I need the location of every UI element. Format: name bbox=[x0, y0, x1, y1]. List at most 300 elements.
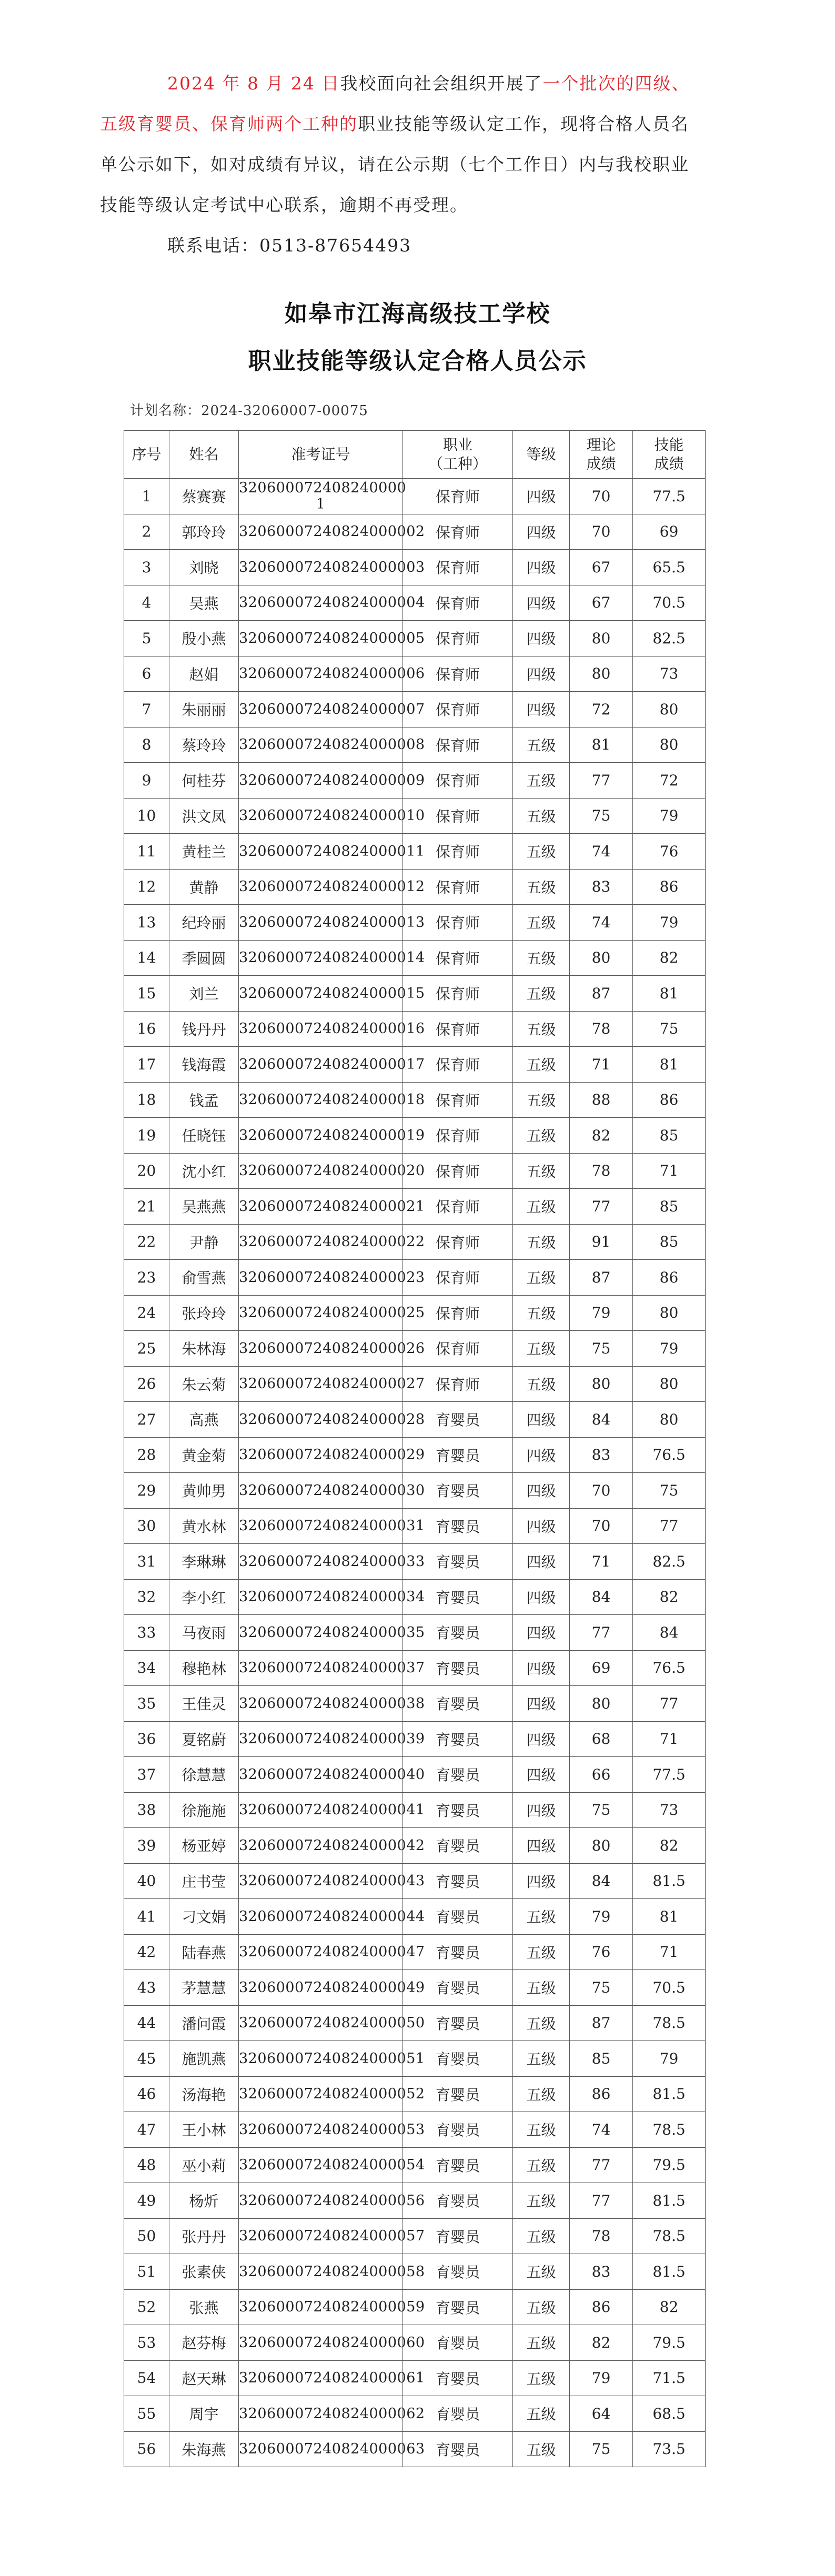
table-row bbox=[124, 2325, 706, 2361]
intro-highlight: 一个批次的四级、五级育婴员、保育师两个工种的 bbox=[100, 73, 690, 134]
cell-occupation: 育婴员 bbox=[403, 1544, 513, 1580]
table-row bbox=[124, 1047, 706, 1083]
table-row bbox=[124, 550, 706, 585]
cell-exam-number: 32060007240824000049 bbox=[239, 1970, 403, 2006]
cell-index: 13 bbox=[124, 905, 169, 941]
cell-skill-score: 85 bbox=[633, 1224, 706, 1260]
cell-theory-score: 84 bbox=[570, 1863, 633, 1899]
cell-index: 50 bbox=[124, 2218, 169, 2254]
cell-index: 22 bbox=[124, 1224, 169, 1260]
table-row bbox=[124, 1579, 706, 1615]
cell-skill-score: 71 bbox=[633, 1934, 706, 1970]
cell-index: 55 bbox=[124, 2396, 169, 2432]
cell-theory-score: 85 bbox=[570, 2041, 633, 2077]
cell-name: 张玲玲 bbox=[169, 1295, 239, 1331]
cell-index: 54 bbox=[124, 2360, 169, 2396]
cell-skill-score: 84 bbox=[633, 1615, 706, 1651]
cell-exam-number: 32060007240824000033 bbox=[239, 1544, 403, 1580]
cell-theory-score: 91 bbox=[570, 1224, 633, 1260]
cell-theory-score: 72 bbox=[570, 692, 633, 728]
cell-name: 何桂芬 bbox=[169, 763, 239, 799]
cell-theory-score: 74 bbox=[570, 2112, 633, 2148]
cell-skill-score: 81 bbox=[633, 976, 706, 1012]
cell-occupation: 育婴员 bbox=[403, 1402, 513, 1438]
table-row bbox=[124, 1899, 706, 1935]
cell-skill-score: 81.5 bbox=[633, 2076, 706, 2112]
cell-theory-score: 80 bbox=[570, 1366, 633, 1402]
cell-skill-score: 79 bbox=[633, 2041, 706, 2077]
table-row bbox=[124, 2218, 706, 2254]
table-row bbox=[124, 2360, 706, 2396]
cell-name: 王佳灵 bbox=[169, 1686, 239, 1722]
cell-index: 33 bbox=[124, 1615, 169, 1651]
cell-occupation: 保育师 bbox=[403, 550, 513, 585]
header-exam-number: 准考证号 bbox=[239, 431, 403, 479]
cell-occupation: 保育师 bbox=[403, 1118, 513, 1154]
header-theory-line1: 理论 bbox=[586, 436, 616, 453]
cell-name: 钱海霞 bbox=[169, 1047, 239, 1083]
cell-occupation: 保育师 bbox=[403, 1295, 513, 1331]
cell-skill-score: 79 bbox=[633, 798, 706, 834]
table-row bbox=[124, 1011, 706, 1047]
cell-theory-score: 77 bbox=[570, 2147, 633, 2183]
cell-name: 钱孟 bbox=[169, 1082, 239, 1118]
cell-level: 五级 bbox=[513, 1011, 570, 1047]
table-row bbox=[124, 798, 706, 834]
cell-skill-score: 81 bbox=[633, 1047, 706, 1083]
cell-level: 五级 bbox=[513, 834, 570, 870]
cell-name: 朱海燕 bbox=[169, 2431, 239, 2467]
table-row bbox=[124, 2112, 706, 2148]
cell-index: 41 bbox=[124, 1899, 169, 1935]
cell-occupation: 保育师 bbox=[403, 1153, 513, 1189]
cell-index: 28 bbox=[124, 1437, 169, 1473]
cell-theory-score: 70 bbox=[570, 1473, 633, 1509]
cell-index: 8 bbox=[124, 727, 169, 763]
cell-exam-number: 32060007240824000015 bbox=[239, 976, 403, 1012]
header-index: 序号 bbox=[124, 431, 169, 479]
cell-theory-score: 78 bbox=[570, 1011, 633, 1047]
cell-level: 五级 bbox=[513, 1224, 570, 1260]
cell-name: 庄书莹 bbox=[169, 1863, 239, 1899]
cell-name: 黄桂兰 bbox=[169, 834, 239, 870]
cell-skill-score: 85 bbox=[633, 1189, 706, 1225]
cell-skill-score: 86 bbox=[633, 869, 706, 905]
cell-theory-score: 83 bbox=[570, 869, 633, 905]
cell-occupation: 保育师 bbox=[403, 905, 513, 941]
cell-skill-score: 79 bbox=[633, 905, 706, 941]
cell-theory-score: 78 bbox=[570, 1153, 633, 1189]
cell-skill-score: 70.5 bbox=[633, 585, 706, 621]
cell-theory-score: 83 bbox=[570, 1437, 633, 1473]
cell-skill-score: 78.5 bbox=[633, 2005, 706, 2041]
cell-occupation: 保育师 bbox=[403, 585, 513, 621]
cell-exam-number: 32060007240824000041 bbox=[239, 1792, 403, 1828]
cell-theory-score: 67 bbox=[570, 550, 633, 585]
cell-skill-score: 69 bbox=[633, 514, 706, 550]
cell-skill-score: 82.5 bbox=[633, 1544, 706, 1580]
table-row bbox=[124, 514, 706, 550]
table-row bbox=[124, 1721, 706, 1757]
cell-name: 穆艳林 bbox=[169, 1650, 239, 1686]
cell-skill-score: 81.5 bbox=[633, 2183, 706, 2219]
cell-index: 39 bbox=[124, 1828, 169, 1864]
header-skill-line2: 成绩 bbox=[654, 455, 684, 472]
cell-name: 黄水林 bbox=[169, 1508, 239, 1544]
cell-skill-score: 73 bbox=[633, 656, 706, 692]
cell-theory-score: 88 bbox=[570, 1082, 633, 1118]
cell-exam-number: 32060007240824000038 bbox=[239, 1686, 403, 1722]
cell-skill-score: 85 bbox=[633, 1118, 706, 1154]
cell-level: 四级 bbox=[513, 1544, 570, 1580]
table-header-row bbox=[124, 431, 706, 479]
cell-occupation: 育婴员 bbox=[403, 1863, 513, 1899]
cell-name: 李琳琳 bbox=[169, 1544, 239, 1580]
table-row bbox=[124, 1686, 706, 1722]
table-row bbox=[124, 1934, 706, 1970]
cell-index: 24 bbox=[124, 1295, 169, 1331]
cell-index: 37 bbox=[124, 1757, 169, 1793]
cell-skill-score: 80 bbox=[633, 727, 706, 763]
cell-theory-score: 86 bbox=[570, 2289, 633, 2325]
table-row bbox=[124, 656, 706, 692]
cell-index: 15 bbox=[124, 976, 169, 1012]
cell-index: 52 bbox=[124, 2289, 169, 2325]
cell-skill-score: 71 bbox=[633, 1153, 706, 1189]
cell-index: 34 bbox=[124, 1650, 169, 1686]
table-row bbox=[124, 621, 706, 656]
cell-skill-score: 80 bbox=[633, 692, 706, 728]
cell-occupation: 育婴员 bbox=[403, 2431, 513, 2467]
cell-level: 四级 bbox=[513, 585, 570, 621]
cell-level: 五级 bbox=[513, 2396, 570, 2432]
cell-exam-number: 32060007240824000056 bbox=[239, 2183, 403, 2219]
table-row bbox=[124, 1792, 706, 1828]
cell-index: 43 bbox=[124, 1970, 169, 2006]
cell-level: 五级 bbox=[513, 727, 570, 763]
cell-name: 朱云菊 bbox=[169, 1366, 239, 1402]
cell-occupation: 保育师 bbox=[403, 869, 513, 905]
cell-name: 沈小红 bbox=[169, 1153, 239, 1189]
cell-index: 9 bbox=[124, 763, 169, 799]
cell-level: 四级 bbox=[513, 621, 570, 656]
cell-occupation: 育婴员 bbox=[403, 2254, 513, 2290]
cell-index: 16 bbox=[124, 1011, 169, 1047]
cell-index: 35 bbox=[124, 1686, 169, 1722]
cell-level: 五级 bbox=[513, 2254, 570, 2290]
table-row bbox=[124, 727, 706, 763]
cell-level: 五级 bbox=[513, 2147, 570, 2183]
cell-occupation: 育婴员 bbox=[403, 1473, 513, 1509]
cell-theory-score: 80 bbox=[570, 621, 633, 656]
cell-name: 张燕 bbox=[169, 2289, 239, 2325]
cell-exam-number: 32060007240824000029 bbox=[239, 1437, 403, 1473]
cell-level: 五级 bbox=[513, 2360, 570, 2396]
cell-exam-number: 32060007240824000010 bbox=[239, 798, 403, 834]
cell-theory-score: 71 bbox=[570, 1047, 633, 1083]
cell-theory-score: 82 bbox=[570, 1118, 633, 1154]
cell-level: 五级 bbox=[513, 1899, 570, 1935]
cell-name: 黄帅男 bbox=[169, 1473, 239, 1509]
cell-theory-score: 77 bbox=[570, 1189, 633, 1225]
cell-name: 黄金菊 bbox=[169, 1437, 239, 1473]
roster-body bbox=[124, 479, 706, 2467]
header-occupation-line2: （工种） bbox=[428, 455, 487, 472]
cell-index: 31 bbox=[124, 1544, 169, 1580]
cell-theory-score: 83 bbox=[570, 2254, 633, 2290]
cell-exam-number: 32060007240824000026 bbox=[239, 1331, 403, 1367]
cell-name: 殷小燕 bbox=[169, 621, 239, 656]
cell-name: 吴燕 bbox=[169, 585, 239, 621]
cell-exam-number: 32060007240824000050 bbox=[239, 2005, 403, 2041]
table-row bbox=[124, 1863, 706, 1899]
table-row bbox=[124, 1970, 706, 2006]
cell-exam-number: 32060007240824000012 bbox=[239, 869, 403, 905]
cell-occupation: 保育师 bbox=[403, 514, 513, 550]
cell-exam-number: 32060007240824000019 bbox=[239, 1118, 403, 1154]
cell-occupation: 育婴员 bbox=[403, 1828, 513, 1864]
cell-theory-score: 77 bbox=[570, 763, 633, 799]
cell-exam-number: 32060007240824000044 bbox=[239, 1899, 403, 1935]
cell-occupation: 育婴员 bbox=[403, 1721, 513, 1757]
cell-index: 14 bbox=[124, 940, 169, 976]
cell-occupation: 保育师 bbox=[403, 1047, 513, 1083]
cell-occupation: 育婴员 bbox=[403, 1970, 513, 2006]
cell-index: 6 bbox=[124, 656, 169, 692]
cell-theory-score: 80 bbox=[570, 940, 633, 976]
cell-level: 五级 bbox=[513, 1970, 570, 2006]
table-row bbox=[124, 1437, 706, 1473]
cell-skill-score: 77 bbox=[633, 1686, 706, 1722]
cell-level: 五级 bbox=[513, 1189, 570, 1225]
table-row bbox=[124, 1828, 706, 1864]
cell-index: 42 bbox=[124, 1934, 169, 1970]
cell-occupation: 保育师 bbox=[403, 479, 513, 514]
cell-exam-number: 32060007240824000037 bbox=[239, 1650, 403, 1686]
cell-index: 30 bbox=[124, 1508, 169, 1544]
table-row bbox=[124, 1473, 706, 1509]
cell-index: 46 bbox=[124, 2076, 169, 2112]
cell-theory-score: 75 bbox=[570, 798, 633, 834]
cell-name: 汤海艳 bbox=[169, 2076, 239, 2112]
cell-exam-number: 32060007240824000052 bbox=[239, 2076, 403, 2112]
cell-index: 38 bbox=[124, 1792, 169, 1828]
cell-name: 任晓钰 bbox=[169, 1118, 239, 1154]
cell-name: 杨亚婷 bbox=[169, 1828, 239, 1864]
cell-theory-score: 80 bbox=[570, 656, 633, 692]
cell-occupation: 保育师 bbox=[403, 798, 513, 834]
cell-name: 赵娟 bbox=[169, 656, 239, 692]
cell-name: 纪玲丽 bbox=[169, 905, 239, 941]
cell-name: 吴燕燕 bbox=[169, 1189, 239, 1225]
cell-theory-score: 75 bbox=[570, 2431, 633, 2467]
table-row bbox=[124, 2183, 706, 2219]
table-row bbox=[124, 1615, 706, 1651]
cell-level: 五级 bbox=[513, 2076, 570, 2112]
table-row bbox=[124, 2254, 706, 2290]
cell-occupation: 育婴员 bbox=[403, 2005, 513, 2041]
cell-level: 五级 bbox=[513, 1082, 570, 1118]
cell-index: 11 bbox=[124, 834, 169, 870]
cell-occupation: 育婴员 bbox=[403, 1757, 513, 1793]
header-name: 姓名 bbox=[169, 431, 239, 479]
cell-occupation: 保育师 bbox=[403, 692, 513, 728]
cell-occupation: 育婴员 bbox=[403, 2360, 513, 2396]
cell-index: 21 bbox=[124, 1189, 169, 1225]
cell-exam-number: 32060007240824000021 bbox=[239, 1189, 403, 1225]
cell-occupation: 育婴员 bbox=[403, 2183, 513, 2219]
cell-level: 五级 bbox=[513, 940, 570, 976]
cell-index: 40 bbox=[124, 1863, 169, 1899]
cell-exam-number: 32060007240824000003 bbox=[239, 550, 403, 585]
cell-skill-score: 68.5 bbox=[633, 2396, 706, 2432]
table-row bbox=[124, 1118, 706, 1154]
cell-name: 杨炘 bbox=[169, 2183, 239, 2219]
intro-paragraph bbox=[100, 63, 705, 266]
cell-name: 张丹丹 bbox=[169, 2218, 239, 2254]
cell-exam-number: 32060007240824000043 bbox=[239, 1863, 403, 1899]
cell-index: 26 bbox=[124, 1366, 169, 1402]
cell-skill-score: 76.5 bbox=[633, 1437, 706, 1473]
cell-skill-score: 78.5 bbox=[633, 2112, 706, 2148]
cell-level: 四级 bbox=[513, 1473, 570, 1509]
cell-level: 四级 bbox=[513, 1615, 570, 1651]
cell-theory-score: 69 bbox=[570, 1650, 633, 1686]
cell-skill-score: 78.5 bbox=[633, 2218, 706, 2254]
cell-occupation: 育婴员 bbox=[403, 1650, 513, 1686]
cell-exam-number: 32060007240824000007 bbox=[239, 692, 403, 728]
cell-theory-score: 79 bbox=[570, 1899, 633, 1935]
cell-skill-score: 80 bbox=[633, 1366, 706, 1402]
cell-name: 茅慧慧 bbox=[169, 1970, 239, 2006]
intro-text-a: 我校面向社会组织开展了 bbox=[340, 73, 543, 94]
cell-exam-number: 32060007240824000025 bbox=[239, 1295, 403, 1331]
intro-text bbox=[100, 63, 705, 225]
cell-theory-score: 80 bbox=[570, 1828, 633, 1864]
cell-name: 李小红 bbox=[169, 1579, 239, 1615]
cell-name: 张素侠 bbox=[169, 2254, 239, 2290]
cell-level: 四级 bbox=[513, 550, 570, 585]
cell-index: 44 bbox=[124, 2005, 169, 2041]
cell-skill-score: 77.5 bbox=[633, 1757, 706, 1793]
cell-name: 洪文凤 bbox=[169, 798, 239, 834]
cell-occupation: 育婴员 bbox=[403, 2325, 513, 2361]
table-row bbox=[124, 1260, 706, 1296]
cell-skill-score: 76 bbox=[633, 834, 706, 870]
table-row bbox=[124, 834, 706, 870]
cell-skill-score: 82 bbox=[633, 1828, 706, 1864]
cell-name: 刁文娟 bbox=[169, 1899, 239, 1935]
cell-name: 俞雪燕 bbox=[169, 1260, 239, 1296]
cell-exam-number: 32060007240824000051 bbox=[239, 2041, 403, 2077]
cell-occupation: 育婴员 bbox=[403, 2289, 513, 2325]
cell-theory-score: 75 bbox=[570, 1331, 633, 1367]
cell-exam-number: 32060007240824000063 bbox=[239, 2431, 403, 2467]
cell-level: 四级 bbox=[513, 1686, 570, 1722]
cell-theory-score: 84 bbox=[570, 1579, 633, 1615]
cell-exam-number: 32060007240824000062 bbox=[239, 2396, 403, 2432]
cell-occupation: 育婴员 bbox=[403, 1934, 513, 1970]
cell-occupation: 保育师 bbox=[403, 763, 513, 799]
header-skill-score bbox=[633, 431, 706, 479]
cell-index: 48 bbox=[124, 2147, 169, 2183]
table-row bbox=[124, 2431, 706, 2467]
cell-level: 五级 bbox=[513, 905, 570, 941]
cell-theory-score: 82 bbox=[570, 2325, 633, 2361]
cell-level: 五级 bbox=[513, 798, 570, 834]
notice-title: 职业技能等级认定合格人员公示 bbox=[248, 348, 587, 375]
contact-phone: 联系电话：0513-87654493 bbox=[167, 235, 412, 256]
cell-skill-score: 81 bbox=[633, 1899, 706, 1935]
cell-index: 27 bbox=[124, 1402, 169, 1438]
table-row bbox=[124, 1153, 706, 1189]
cell-theory-score: 70 bbox=[570, 479, 633, 514]
cell-occupation: 保育师 bbox=[403, 1224, 513, 1260]
cell-name: 朱林海 bbox=[169, 1331, 239, 1367]
cell-occupation: 保育师 bbox=[403, 976, 513, 1012]
cell-skill-score: 82 bbox=[633, 940, 706, 976]
header-level: 等级 bbox=[513, 431, 570, 479]
cell-exam-number: 32060007240824000059 bbox=[239, 2289, 403, 2325]
cell-level: 五级 bbox=[513, 869, 570, 905]
cell-level: 五级 bbox=[513, 2431, 570, 2467]
roster-table bbox=[124, 430, 706, 2467]
cell-name: 郭玲玲 bbox=[169, 514, 239, 550]
table-row bbox=[124, 1508, 706, 1544]
cell-skill-score: 71.5 bbox=[633, 2360, 706, 2396]
cell-index: 3 bbox=[124, 550, 169, 585]
cell-occupation: 保育师 bbox=[403, 1331, 513, 1367]
cell-name: 赵天琳 bbox=[169, 2360, 239, 2396]
cell-occupation: 育婴员 bbox=[403, 1615, 513, 1651]
cell-name: 朱丽丽 bbox=[169, 692, 239, 728]
cell-index: 32 bbox=[124, 1579, 169, 1615]
cell-name: 刘兰 bbox=[169, 976, 239, 1012]
cell-skill-score: 79.5 bbox=[633, 2147, 706, 2183]
cell-occupation: 保育师 bbox=[403, 656, 513, 692]
cell-exam-number: 32060007240824000053 bbox=[239, 2112, 403, 2148]
cell-name: 施凯燕 bbox=[169, 2041, 239, 2077]
cell-exam-number: 32060007240824000013 bbox=[239, 905, 403, 941]
cell-skill-score: 82.5 bbox=[633, 621, 706, 656]
cell-index: 56 bbox=[124, 2431, 169, 2467]
header-theory-score bbox=[570, 431, 633, 479]
cell-level: 四级 bbox=[513, 1650, 570, 1686]
cell-name: 徐施施 bbox=[169, 1792, 239, 1828]
cell-occupation: 育婴员 bbox=[403, 2041, 513, 2077]
cell-name: 高燕 bbox=[169, 1402, 239, 1438]
cell-exam-number: 32060007240824000031 bbox=[239, 1508, 403, 1544]
table-row bbox=[124, 2005, 706, 2041]
cell-exam-number: 32060007240824000008 bbox=[239, 727, 403, 763]
cell-theory-score: 76 bbox=[570, 1934, 633, 1970]
cell-skill-score: 71 bbox=[633, 1721, 706, 1757]
table-row bbox=[124, 1331, 706, 1367]
cell-index: 45 bbox=[124, 2041, 169, 2077]
cell-occupation: 保育师 bbox=[403, 1189, 513, 1225]
cell-theory-score: 86 bbox=[570, 2076, 633, 2112]
cell-occupation: 保育师 bbox=[403, 1011, 513, 1047]
table-row bbox=[124, 763, 706, 799]
cell-exam-number: 32060007240824000022 bbox=[239, 1224, 403, 1260]
cell-exam-number: 32060007240824000034 bbox=[239, 1579, 403, 1615]
table-row bbox=[124, 1650, 706, 1686]
cell-index: 23 bbox=[124, 1260, 169, 1296]
cell-exam-number: 32060007240824000018 bbox=[239, 1082, 403, 1118]
header-theory-line2: 成绩 bbox=[586, 455, 616, 472]
cell-level: 四级 bbox=[513, 1437, 570, 1473]
cell-theory-score: 68 bbox=[570, 1721, 633, 1757]
